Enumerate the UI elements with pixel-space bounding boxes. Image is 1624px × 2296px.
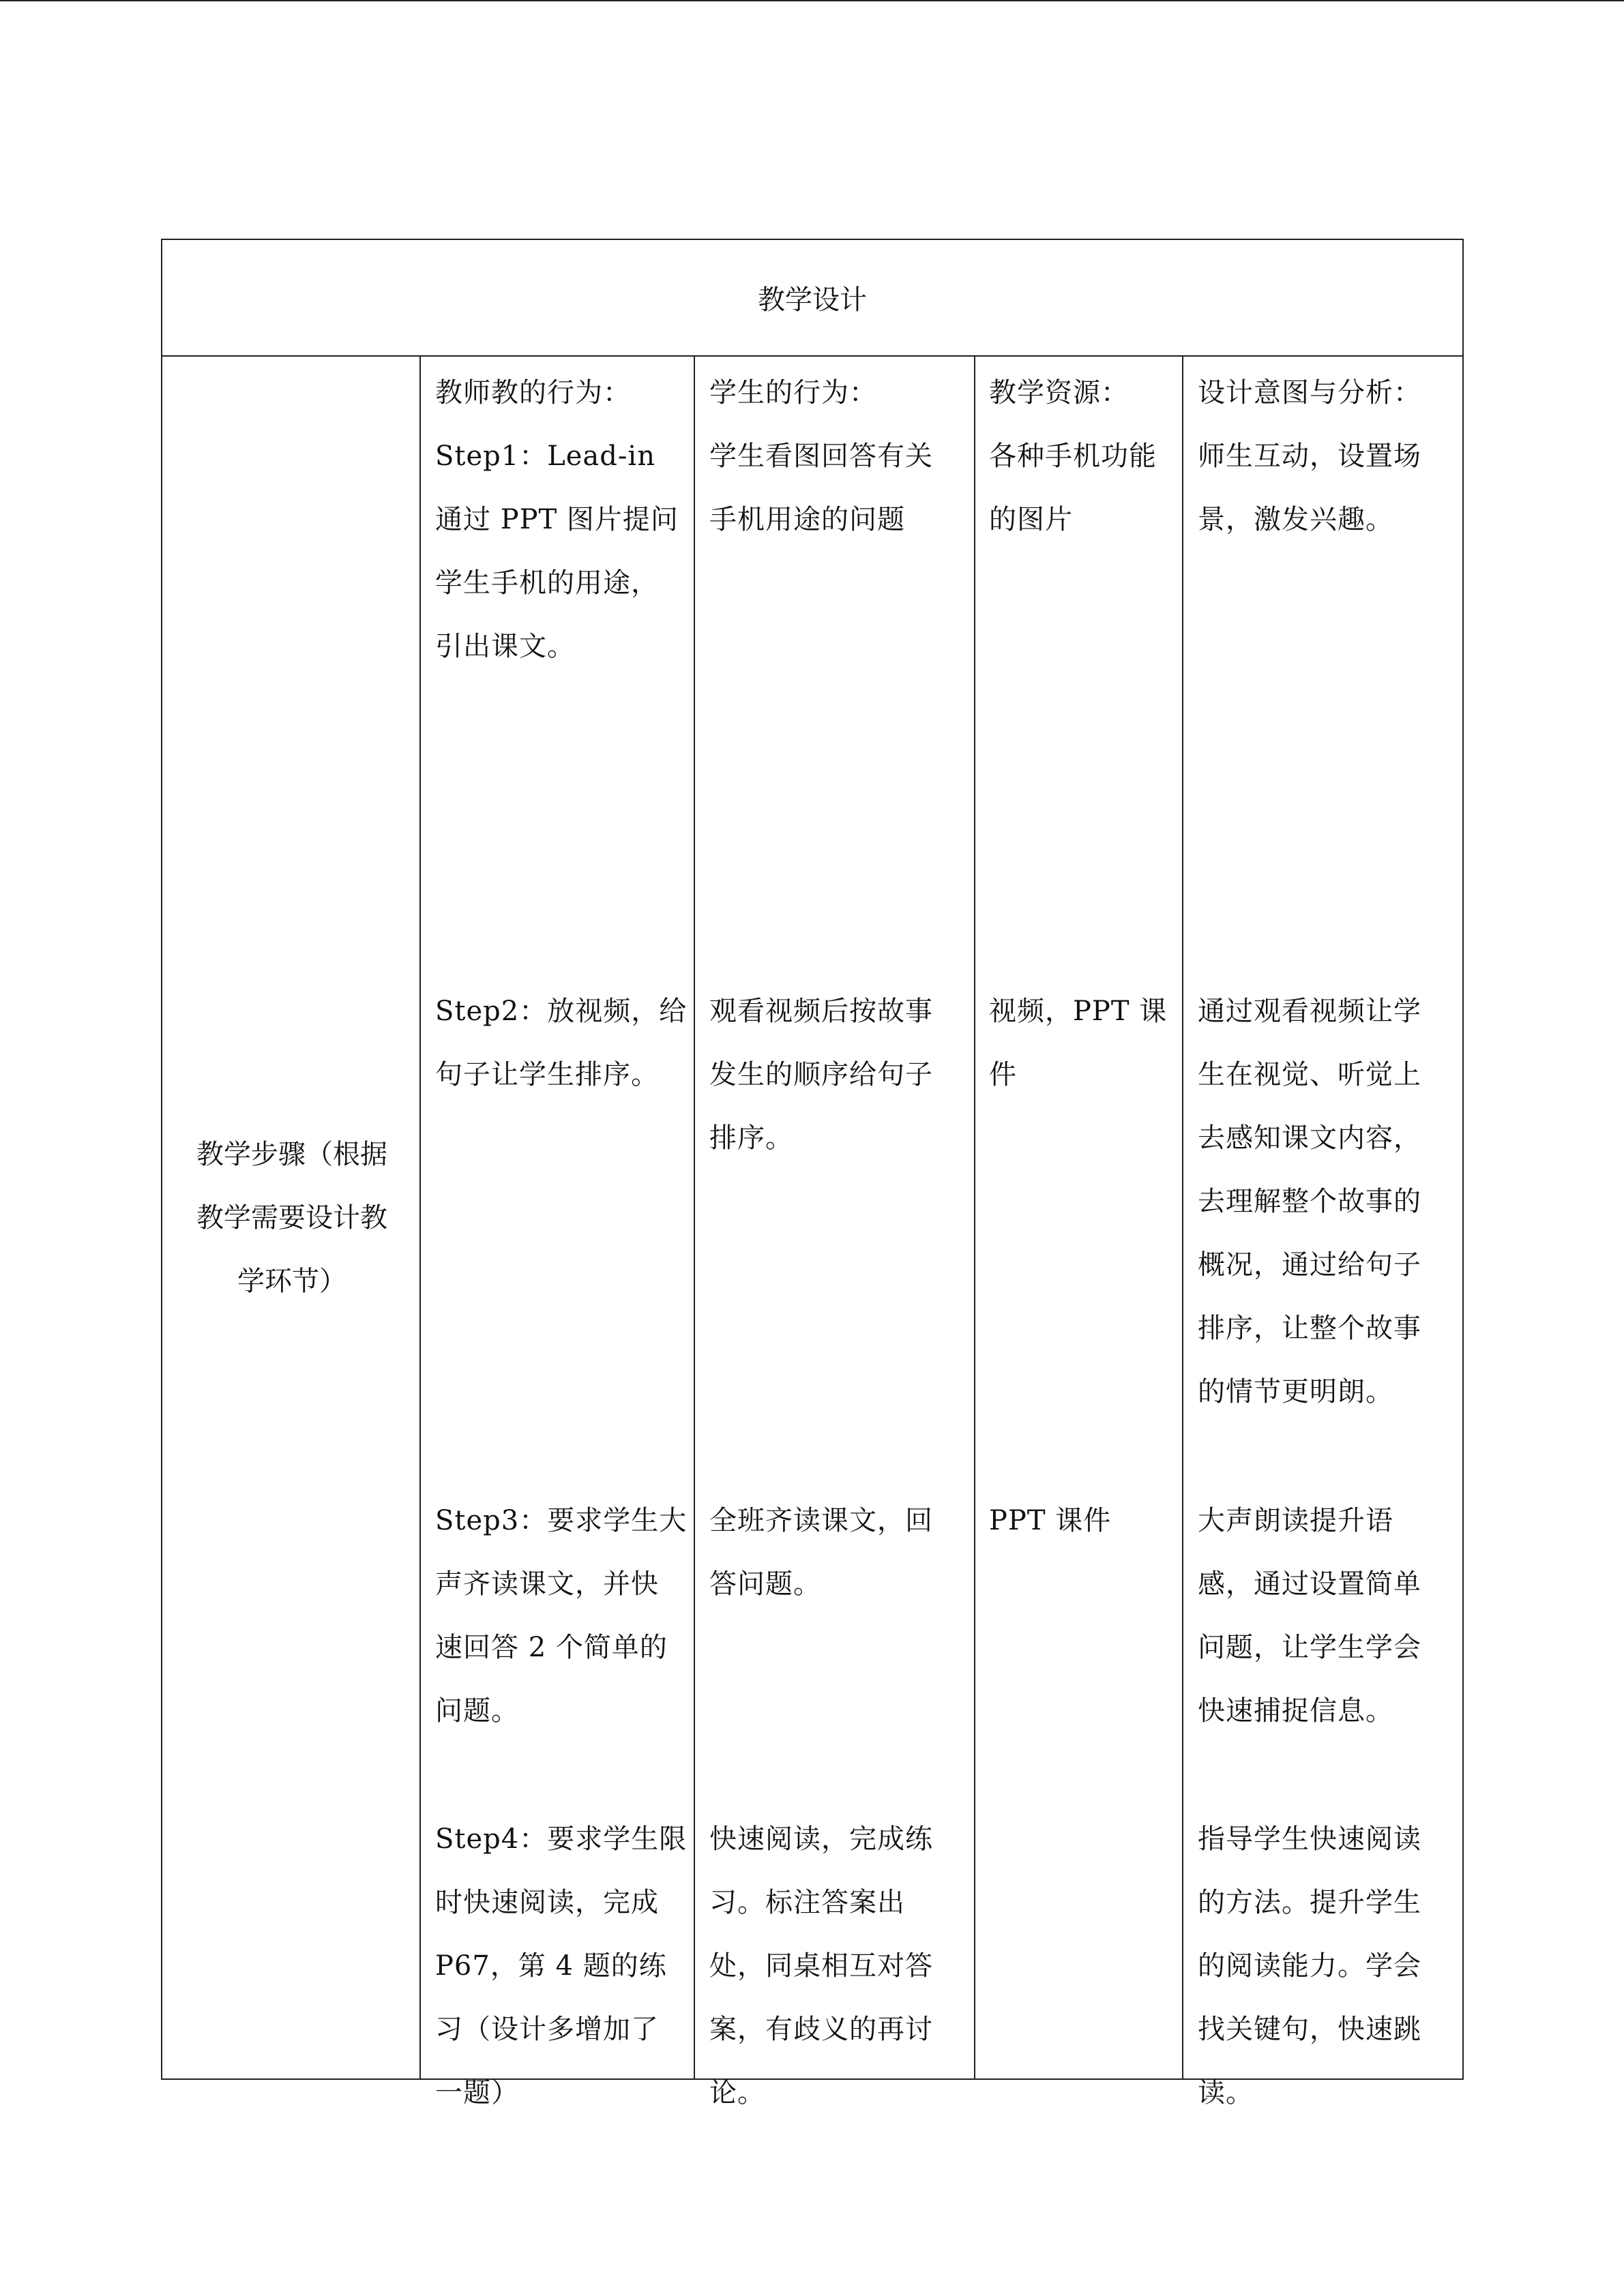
text-line: 生在视觉、听觉上 (1198, 1059, 1421, 1090)
intent-step-4 (1198, 1808, 1421, 2125)
intent-step-2 (1198, 980, 1421, 1424)
text-line: 习（设计多增加了 (435, 2014, 659, 2045)
text-line: 视频，PPT 课 (989, 996, 1168, 1027)
text-line: 去理解整个故事的 (1198, 1186, 1421, 1217)
resources-column (989, 361, 1157, 552)
student-column (709, 361, 933, 552)
text-line: 的图片 (989, 504, 1073, 535)
text-line: Step1：Lead-in (435, 441, 655, 472)
resources-step-3 (989, 1489, 1111, 1553)
text-line: 景，激发兴趣。 (1198, 504, 1393, 535)
text-line: Step4：要求学生限 (435, 1823, 688, 1855)
row-label-line: 教学步骤（根据 (196, 1139, 387, 1170)
column-header: 学生的行为： (709, 377, 877, 408)
column-divider (974, 357, 975, 2078)
text-line: 的方法。提升学生 (1198, 1887, 1421, 1918)
column-header: 教学资源： (989, 377, 1129, 408)
text-line: 师生互动，设置场 (1198, 441, 1421, 472)
text-line: 通过 PPT 图片提问 (435, 504, 679, 535)
text-line: 问题，让学生学会 (1198, 1632, 1421, 1663)
text-line: 学生手机的用途， (435, 567, 659, 599)
text-line: 感，通过设置简单 (1198, 1568, 1421, 1600)
text-line: 的阅读能力。学会 (1198, 1950, 1421, 1982)
column-divider (694, 357, 695, 2078)
resources-step-2 (989, 980, 1167, 1107)
text-line: 问题。 (435, 1695, 519, 1727)
student-step-2 (709, 980, 933, 1170)
text-line: 发生的顺序给句子 (709, 1059, 933, 1090)
text-line: 大声朗读提升语 (1198, 1505, 1393, 1536)
text-line: Step3：要求学生大 (435, 1505, 688, 1536)
text-line: 快速阅读，完成练 (709, 1823, 933, 1855)
text-line: 快速捕捉信息。 (1198, 1695, 1393, 1727)
text-line: 案，有歧义的再讨 (709, 2014, 933, 2045)
teacher-step-2 (435, 980, 687, 1107)
text-line: 件 (989, 1059, 1017, 1090)
intent-column (1198, 361, 1421, 552)
text-line: 声齐读课文，并快 (435, 1568, 659, 1600)
text-line: 指导学生快速阅读 (1198, 1823, 1421, 1855)
text-line: 一题） (435, 2077, 519, 2108)
text-line: 句子让学生排序。 (435, 1059, 659, 1090)
text-line: P67，第 4 题的练 (435, 1950, 667, 1982)
student-step-4 (709, 1808, 933, 2125)
text-line: 引出课文。 (435, 631, 575, 662)
student-step-3 (709, 1489, 933, 1616)
page-top-rule (0, 0, 1624, 1)
row-label-line: 教学需要设计教 (196, 1202, 387, 1234)
column-divider (1182, 357, 1183, 2078)
text-line: 概况，通过给句子 (1198, 1249, 1421, 1281)
text-line: 全班齐读课文，回 (709, 1505, 933, 1536)
text-line: 答问题。 (709, 1568, 821, 1600)
text-line: 去感知课文内容， (1198, 1122, 1421, 1154)
text-line: Step2：放视频，给 (435, 996, 688, 1027)
text-line: 读。 (1198, 2077, 1254, 2108)
row-label-line: 学环节） (237, 1266, 346, 1297)
teacher-step-3 (435, 1489, 687, 1743)
text-line: 速回答 2 个简单的 (435, 1632, 668, 1663)
teacher-step-4 (435, 1808, 687, 2125)
text-line: 手机用途的问题 (709, 504, 905, 535)
column-header: 设计意图与分析： (1198, 377, 1421, 408)
row-label (179, 1123, 404, 1313)
text-line: 处，同桌相互对答 (709, 1950, 933, 1982)
text-line: 的情节更明朗。 (1198, 1376, 1393, 1407)
text-line: 各种手机功能 (989, 441, 1157, 472)
column-divider (419, 357, 421, 2078)
text-line: 通过观看视频让学 (1198, 996, 1421, 1027)
text-line: 论。 (709, 2077, 765, 2108)
intent-step-3 (1198, 1489, 1421, 1743)
text-line: PPT 课件 (989, 1505, 1112, 1536)
text-line: 时快速阅读，完成 (435, 1887, 659, 1918)
teacher-column (435, 361, 679, 679)
text-line: 观看视频后按故事 (709, 996, 933, 1027)
text-line: 排序，让整个故事 (1198, 1313, 1421, 1344)
lesson-design-table (161, 239, 1464, 2108)
text-line: 找关键句，快速跳 (1198, 2014, 1421, 2045)
text-line: 排序。 (709, 1122, 793, 1154)
text-line: 习。标注答案出 (709, 1887, 905, 1918)
table-title: 教学设计 (162, 240, 1462, 357)
column-header: 教师教的行为： (435, 377, 631, 408)
text-line: 学生看图回答有关 (709, 441, 933, 472)
